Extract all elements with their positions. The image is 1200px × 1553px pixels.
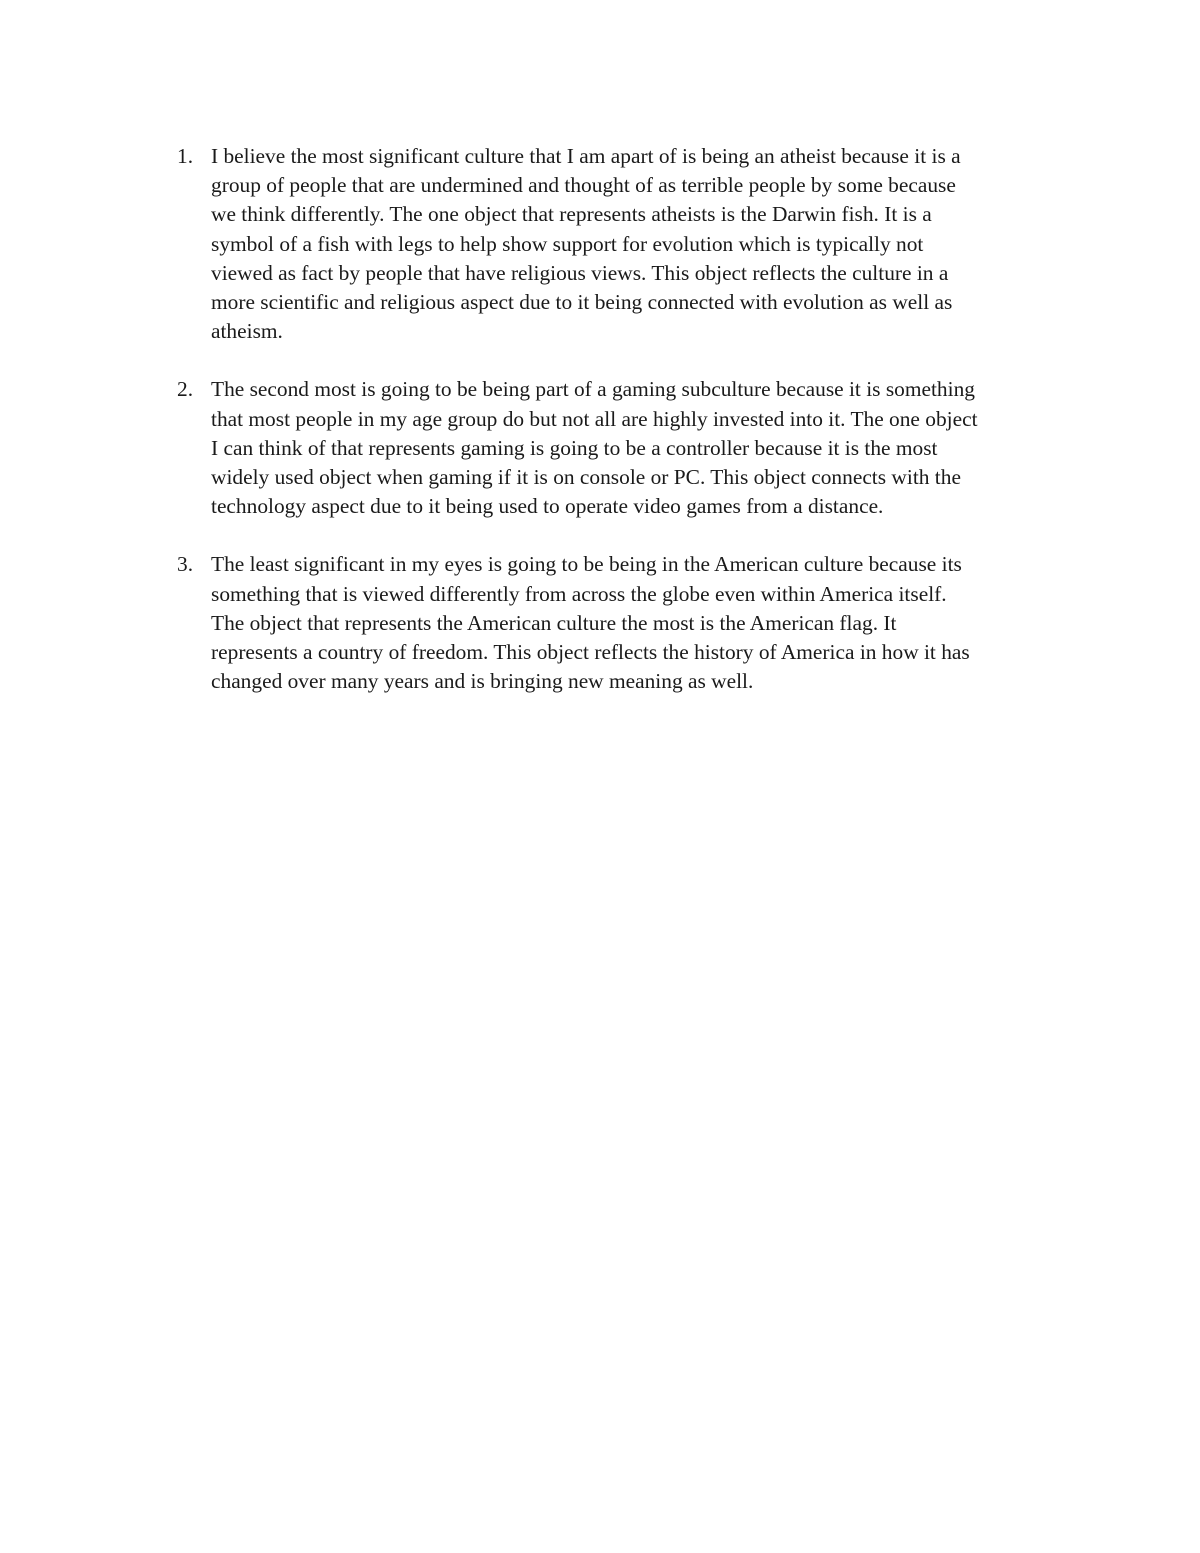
list-item-number: 1.	[177, 144, 194, 168]
text-line: something that is viewed differently from across the globe even within America itself.	[211, 581, 947, 606]
text-line: The object that represents the American culture the most is the American flag. It	[211, 610, 897, 635]
text-line: symbol of a fish with legs to help show support for evolution which is typically not	[211, 231, 924, 256]
text-line: The second most is going to be being part of a gaming subculture because it is something	[211, 377, 975, 402]
text-line: more scientific and religious aspect due to it being connected with evolution as well as	[211, 290, 953, 315]
text-line: changed over many years and is bringing new meaning as well.	[211, 669, 754, 694]
text-line: The least significant in my eyes is going to be being in the American culture because its	[211, 552, 962, 577]
list-item	[172, 550, 1072, 696]
text-line: we think differently. The one object that represents atheists is the Darwin fish. It is a	[211, 202, 932, 227]
list-item	[172, 142, 1072, 346]
text-line: group of people that are undermined and thought of as terrible people by some because	[211, 173, 956, 198]
text-line: viewed as fact by people that have religious views. This object reflects the culture in a	[211, 260, 949, 285]
text-line: I believe the most significant culture that I am apart of is being an atheist because it is a	[211, 144, 961, 168]
text-line: I can think of that represents gaming is going to be a controller because it is the most	[211, 435, 938, 460]
text-line: atheism.	[211, 319, 283, 344]
list-item-number: 3.	[177, 552, 194, 577]
text-line: widely used object when gaming if it is on console or PC. This object connects with the	[211, 465, 961, 490]
text-line: technology aspect due to it being used to operate video games from a distance.	[211, 494, 884, 519]
list-item	[172, 375, 1072, 521]
text-line: that most people in my age group do but not all are highly invested into it. The one object	[211, 406, 978, 431]
text-line: represents a country of freedom. This object reflects the history of America in how it has	[211, 640, 970, 665]
numbered-list	[172, 142, 1072, 725]
list-item-number: 2.	[177, 377, 194, 402]
